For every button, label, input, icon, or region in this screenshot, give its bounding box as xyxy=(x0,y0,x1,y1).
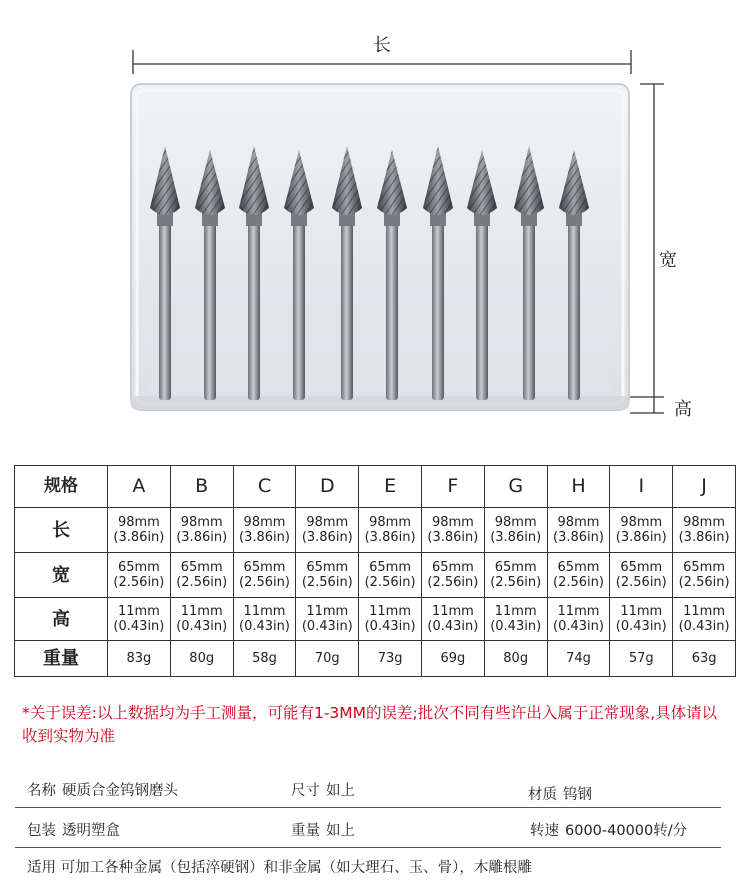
spec-mm: 11mm xyxy=(683,604,726,619)
weight-cell: 69g xyxy=(421,641,484,677)
spec-mm: 98mm xyxy=(180,515,223,530)
spec-cell xyxy=(673,598,736,641)
row-label: 宽 xyxy=(15,553,108,598)
spec-mm: 65mm xyxy=(494,560,537,575)
spec-mm: 98mm xyxy=(620,515,663,530)
weight-cell: 70g xyxy=(296,641,359,677)
info-key: 重量 xyxy=(291,823,320,839)
info-key: 尺寸 xyxy=(291,783,320,799)
info-key: 材质 xyxy=(528,787,557,803)
table-header-row xyxy=(15,466,736,508)
column-header: A xyxy=(108,466,171,508)
spec-inch: (3.86in) xyxy=(113,530,165,545)
spec-inch: (3.86in) xyxy=(427,530,479,545)
spec-cell xyxy=(359,598,422,641)
spec-inch: (0.43in) xyxy=(490,619,542,634)
spec-mm: 98mm xyxy=(306,515,349,530)
spec-inch: (0.43in) xyxy=(364,619,416,634)
spec-inch: (0.43in) xyxy=(301,619,353,634)
spec-mm: 65mm xyxy=(369,560,412,575)
info-value: 钨钢 xyxy=(563,787,592,803)
spec-cell xyxy=(484,598,547,641)
bit-shank xyxy=(248,205,260,400)
info-speed xyxy=(530,819,687,840)
info-value: 如上 xyxy=(326,823,355,839)
column-header: H xyxy=(547,466,610,508)
weight-cell: 63g xyxy=(673,641,736,677)
weight-cell: 83g xyxy=(108,641,171,677)
spec-table xyxy=(14,465,736,677)
spec-inch: (2.56in) xyxy=(113,575,165,590)
spec-inch: (0.43in) xyxy=(113,619,165,634)
weight-cell: 80g xyxy=(484,641,547,677)
column-header: J xyxy=(673,466,736,508)
table-row-width xyxy=(15,553,736,598)
info-value: 透明塑盒 xyxy=(62,823,120,839)
spec-inch: (2.56in) xyxy=(490,575,542,590)
info-key: 转速 xyxy=(530,823,559,839)
spec-cell xyxy=(108,553,171,598)
column-header: E xyxy=(359,466,422,508)
spec-mm: 65mm xyxy=(431,560,474,575)
spec-mm: 98mm xyxy=(683,515,726,530)
column-header: C xyxy=(233,466,296,508)
spec-cell xyxy=(610,598,673,641)
spec-mm: 65mm xyxy=(557,560,600,575)
weight-cell: 80g xyxy=(170,641,233,677)
divider xyxy=(15,847,721,848)
spec-cell xyxy=(296,598,359,641)
column-header: I xyxy=(610,466,673,508)
spec-cell xyxy=(233,508,296,553)
divider xyxy=(15,807,721,808)
height-label: 高 xyxy=(674,399,692,420)
spec-cell xyxy=(108,508,171,553)
spec-inch: (2.56in) xyxy=(615,575,667,590)
bit-shank xyxy=(293,205,305,400)
column-header: B xyxy=(170,466,233,508)
info-value: 可加工各种金属（包括淬硬钢）和非金属（如大理石、玉、骨），木雕根雕 xyxy=(60,860,532,876)
spec-mm: 11mm xyxy=(243,604,286,619)
spec-inch: (3.86in) xyxy=(176,530,228,545)
header-label: 规格 xyxy=(15,466,108,508)
info-usage xyxy=(27,856,532,877)
weight-label: 重量 xyxy=(15,641,108,677)
info-size xyxy=(291,779,355,800)
width-label: 宽 xyxy=(659,250,677,271)
info-weight xyxy=(291,819,355,840)
spec-mm: 11mm xyxy=(369,604,412,619)
spec-cell xyxy=(296,508,359,553)
weight-cell: 73g xyxy=(359,641,422,677)
spec-cell xyxy=(421,598,484,641)
row-label: 高 xyxy=(15,598,108,641)
spec-mm: 98mm xyxy=(557,515,600,530)
spec-cell xyxy=(170,553,233,598)
spec-mm: 11mm xyxy=(117,604,160,619)
spec-mm: 11mm xyxy=(306,604,349,619)
spec-mm: 65mm xyxy=(306,560,349,575)
spec-inch: (0.43in) xyxy=(427,619,479,634)
table-row-length xyxy=(15,508,736,553)
row-label: 长 xyxy=(15,508,108,553)
length-label: 长 xyxy=(373,35,391,56)
bit-shank xyxy=(204,205,216,400)
column-header: D xyxy=(296,466,359,508)
info-key: 适用 xyxy=(27,860,56,876)
spec-inch: (2.56in) xyxy=(678,575,730,590)
spec-mm: 98mm xyxy=(243,515,286,530)
info-name xyxy=(27,779,178,800)
spec-mm: 11mm xyxy=(620,604,663,619)
spec-mm: 65mm xyxy=(620,560,663,575)
spec-mm: 98mm xyxy=(431,515,474,530)
weight-cell: 58g xyxy=(233,641,296,677)
spec-inch: (0.43in) xyxy=(239,619,290,634)
table-row-height xyxy=(15,598,736,641)
spec-cell xyxy=(610,508,673,553)
spec-mm: 98mm xyxy=(117,515,160,530)
spec-mm: 65mm xyxy=(683,560,726,575)
bit-shank xyxy=(159,205,171,400)
spec-inch: (2.56in) xyxy=(427,575,479,590)
column-header: F xyxy=(421,466,484,508)
spec-inch: (3.86in) xyxy=(615,530,667,545)
spec-cell xyxy=(484,553,547,598)
spec-inch: (3.86in) xyxy=(490,530,542,545)
spec-cell xyxy=(484,508,547,553)
spec-cell xyxy=(673,553,736,598)
spec-inch: (2.56in) xyxy=(301,575,353,590)
spec-cell xyxy=(359,553,422,598)
bit-shank xyxy=(568,205,580,400)
spec-cell xyxy=(610,553,673,598)
info-value: 6000-40000转/分 xyxy=(565,823,688,839)
column-header: G xyxy=(484,466,547,508)
spec-cell xyxy=(170,508,233,553)
spec-cell xyxy=(108,598,171,641)
spec-cell xyxy=(359,508,422,553)
spec-inch: (0.43in) xyxy=(615,619,667,634)
spec-cell xyxy=(547,508,610,553)
bit-shank xyxy=(341,205,353,400)
spec-inch: (2.56in) xyxy=(176,575,228,590)
spec-mm: 65mm xyxy=(243,560,286,575)
spec-cell xyxy=(547,598,610,641)
spec-inch: (3.86in) xyxy=(678,530,730,545)
spec-cell xyxy=(673,508,736,553)
spec-cell xyxy=(233,598,296,641)
spec-mm: 11mm xyxy=(431,604,474,619)
spec-inch: (3.86in) xyxy=(301,530,353,545)
info-value: 如上 xyxy=(326,783,355,799)
spec-cell xyxy=(170,598,233,641)
spec-mm: 65mm xyxy=(180,560,223,575)
spec-inch: (3.86in) xyxy=(553,530,604,545)
info-value: 硬质合金钨钢磨头 xyxy=(62,783,178,799)
spec-cell xyxy=(296,553,359,598)
spec-inch: (2.56in) xyxy=(239,575,290,590)
weight-cell: 74g xyxy=(547,641,610,677)
bit-shank xyxy=(432,205,444,400)
spec-inch: (3.86in) xyxy=(239,530,290,545)
spec-cell xyxy=(421,553,484,598)
weight-cell: 57g xyxy=(610,641,673,677)
spec-inch: (2.56in) xyxy=(553,575,604,590)
spec-mm: 11mm xyxy=(557,604,600,619)
info-material xyxy=(528,783,592,804)
spec-inch: (0.43in) xyxy=(553,619,604,634)
product-photo xyxy=(0,0,750,430)
info-package xyxy=(27,819,120,840)
spec-mm: 98mm xyxy=(369,515,412,530)
bit-shank xyxy=(386,205,398,400)
spec-mm: 11mm xyxy=(180,604,223,619)
spec-inch: (0.43in) xyxy=(176,619,228,634)
bit-shank xyxy=(523,205,535,400)
spec-cell xyxy=(421,508,484,553)
spec-inch: (0.43in) xyxy=(678,619,730,634)
measurement-notice: *关于误差:以上数据均为手工测量，可能有1-3MM的误差;批次不同有些许出入属于正常现象,具体请以收到实物为准 xyxy=(22,704,718,745)
spec-mm: 11mm xyxy=(494,604,537,619)
spec-inch: (2.56in) xyxy=(364,575,416,590)
spec-inch: (3.86in) xyxy=(364,530,416,545)
spec-mm: 65mm xyxy=(117,560,160,575)
info-key: 包装 xyxy=(27,823,56,839)
table-row-weight xyxy=(15,641,736,677)
spec-cell xyxy=(547,553,610,598)
bit-shank xyxy=(476,205,488,400)
spec-cell xyxy=(233,553,296,598)
info-key: 名称 xyxy=(27,783,56,799)
spec-mm: 98mm xyxy=(494,515,537,530)
